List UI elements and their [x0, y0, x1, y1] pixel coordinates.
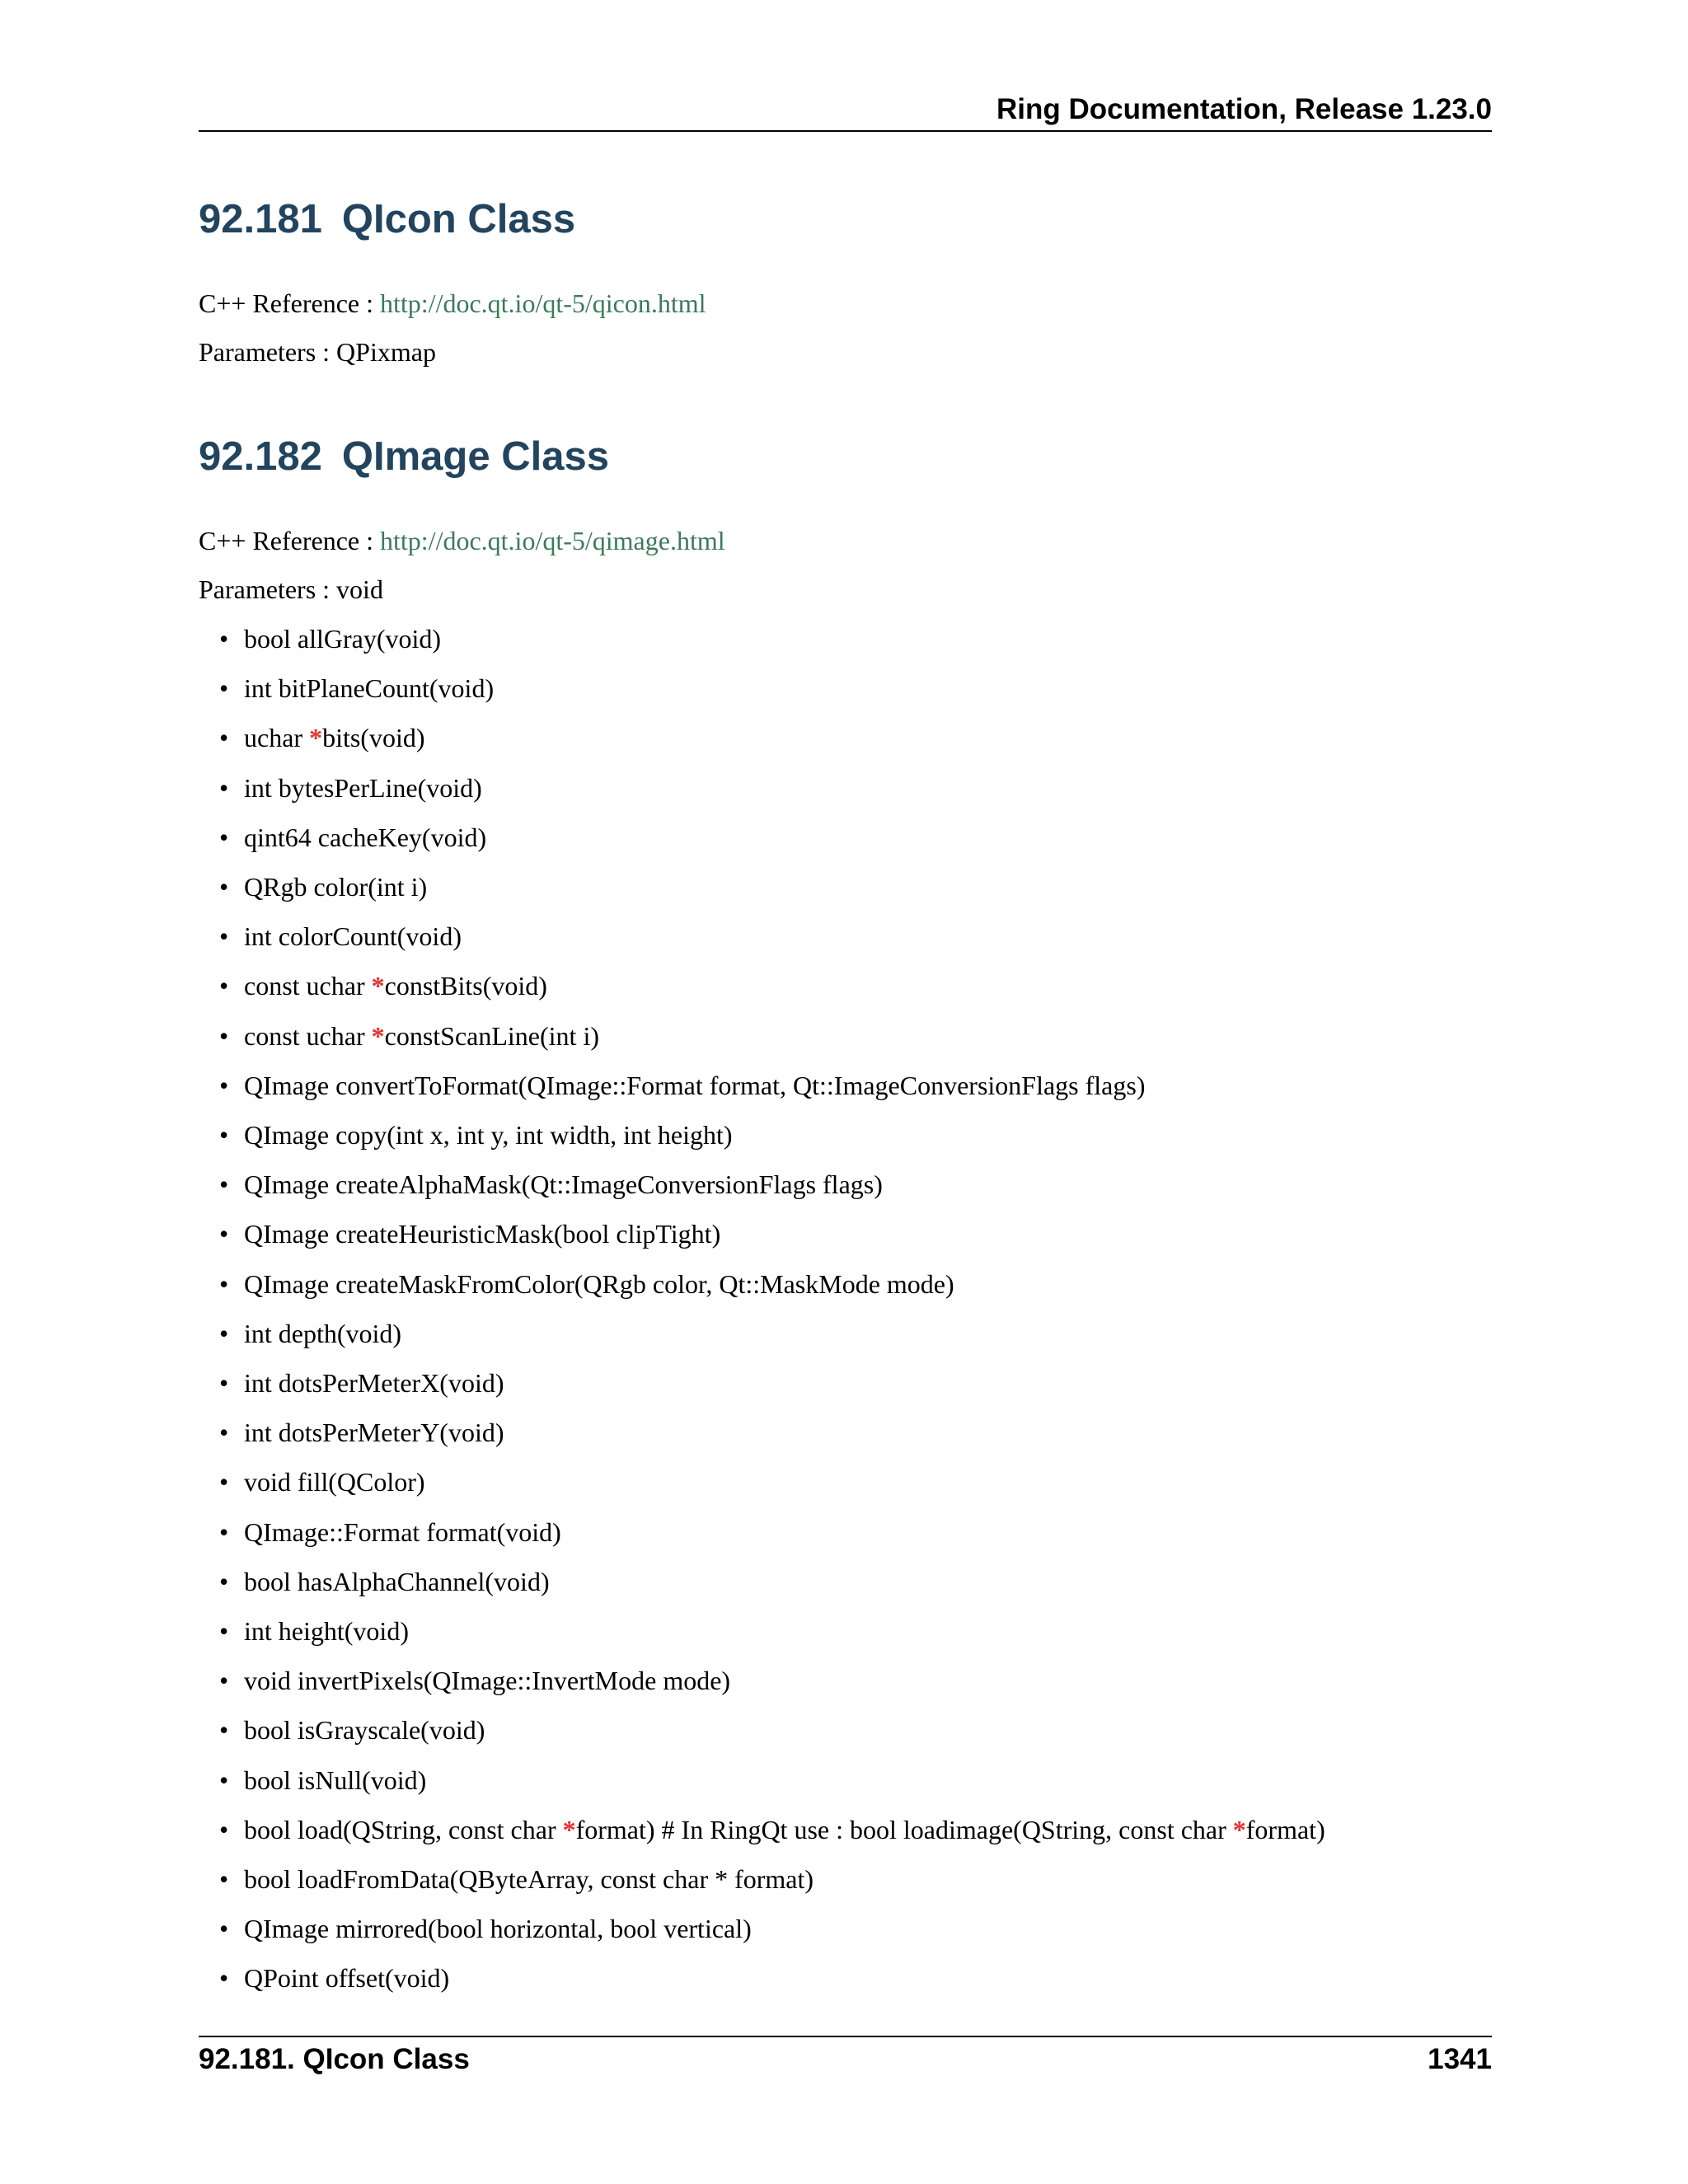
section-number: 92.181 [199, 197, 322, 241]
pointer-asterisk: * [562, 1815, 576, 1844]
list-item [219, 1813, 1325, 1846]
footer-section-title: 92.181. QIcon Class [199, 2043, 470, 2075]
method-signature-part: const uchar [244, 971, 372, 1001]
bullet-icon: • [219, 1715, 229, 1745]
method-signature: void invertPixels(QImage::InvertMode mode) [244, 1666, 731, 1695]
section-number: 92.182 [199, 434, 322, 479]
method-signature: QImage::Format format(void) [244, 1517, 561, 1547]
method-signature: QImage createHeuristicMask(bool clipTight) [244, 1219, 721, 1249]
list-item [219, 1961, 450, 1994]
bullet-icon: • [219, 723, 229, 752]
section-heading-qicon [199, 194, 575, 244]
bullet-icon: • [219, 1269, 229, 1299]
parameters-label: Parameters : [199, 337, 331, 367]
bullet-icon: • [219, 1517, 229, 1547]
method-signature: int dotsPerMeterY(void) [244, 1418, 504, 1447]
list-item [219, 1366, 504, 1399]
cpp-reference-label: C++ Reference : [199, 526, 373, 555]
method-signature: int bitPlaneCount(void) [244, 673, 495, 703]
list-item [219, 969, 547, 1002]
bullet-icon: • [219, 1616, 229, 1646]
footer-rule [199, 2036, 1492, 2037]
bullet-icon: • [219, 1219, 229, 1249]
method-signature: void fill(QColor) [244, 1467, 425, 1497]
method-signature: QImage convertToFormat(QImage::Format format, Qt::ImageConversionFlags flags) [244, 1071, 1146, 1100]
method-signature: bool hasAlphaChannel(void) [244, 1567, 550, 1596]
method-signature: QRgb color(int i) [244, 872, 428, 902]
method-signature-part: uchar [244, 723, 310, 752]
pointer-asterisk: * [371, 971, 385, 1001]
bullet-icon: • [219, 872, 229, 902]
header-rule [199, 130, 1492, 132]
pointer-asterisk: * [1232, 1815, 1246, 1844]
method-signature: int height(void) [244, 1616, 409, 1646]
method-signature: bool loadFromData(QByteArray, const char * format) [244, 1864, 814, 1894]
list-item [219, 1615, 409, 1647]
list-item [219, 1019, 599, 1052]
bullet-icon: • [219, 1666, 229, 1695]
list-item [219, 721, 425, 754]
method-signature-part: constScanLine(int i) [384, 1021, 599, 1051]
method-signature: QImage copy(int x, int y, int width, int height) [244, 1120, 733, 1150]
page-number: 1341 [1428, 2043, 1492, 2075]
list-item [219, 1217, 721, 1250]
method-signature: int colorCount(void) [244, 921, 462, 951]
list-item [219, 1565, 550, 1598]
running-header: Ring Documentation, Release 1.23.0 [996, 93, 1492, 125]
method-signature: int dotsPerMeterX(void) [244, 1368, 504, 1398]
list-item [219, 1764, 427, 1797]
method-signature: bool allGray(void) [244, 624, 442, 654]
cpp-reference-line [199, 524, 725, 557]
parameters-line [199, 335, 436, 368]
bullet-icon: • [219, 1368, 229, 1398]
bullet-icon: • [219, 1914, 229, 1943]
bullet-icon: • [219, 1418, 229, 1447]
list-item [219, 771, 482, 804]
list-item [219, 1713, 485, 1746]
cpp-reference-label: C++ Reference : [199, 288, 373, 318]
method-signature: bool isGrayscale(void) [244, 1715, 485, 1745]
list-item [219, 1416, 504, 1449]
method-signature: bool isNull(void) [244, 1765, 427, 1795]
bullet-icon: • [219, 1319, 229, 1348]
cpp-reference-link[interactable]: http://doc.qt.io/qt-5/qicon.html [380, 288, 706, 318]
list-item [219, 1317, 402, 1350]
method-signature: int depth(void) [244, 1319, 402, 1348]
list-item [219, 1516, 561, 1549]
bullet-icon: • [219, 1815, 229, 1844]
bullet-icon: • [219, 1169, 229, 1199]
bullet-icon: • [219, 1765, 229, 1795]
section-title-text: QImage Class [341, 434, 609, 479]
method-signature-part: format) [1245, 1815, 1325, 1844]
list-item [219, 672, 495, 705]
bullet-icon: • [219, 823, 229, 852]
method-signature-part: constBits(void) [384, 971, 547, 1001]
method-signature-part: const uchar [244, 1021, 372, 1051]
method-signature: QImage createAlphaMask(Qt::ImageConversionFlags flags) [244, 1169, 883, 1199]
parameters-line [199, 573, 383, 606]
list-item [219, 1069, 1146, 1102]
bullet-icon: • [219, 1864, 229, 1894]
method-signature: int bytesPerLine(void) [244, 773, 482, 803]
bullet-icon: • [219, 773, 229, 803]
section-title-text: QIcon Class [341, 197, 576, 241]
list-item [219, 920, 462, 953]
bullet-icon: • [219, 1120, 229, 1150]
bullet-icon: • [219, 1567, 229, 1596]
parameters-value: void [336, 574, 383, 604]
list-item [219, 1168, 883, 1201]
list-item [219, 1863, 814, 1896]
method-signature: QPoint offset(void) [244, 1963, 450, 1993]
cpp-reference-link[interactable]: http://doc.qt.io/qt-5/qimage.html [380, 526, 725, 555]
method-signature-part: bool load(QString, const char [244, 1815, 563, 1844]
cpp-reference-line [199, 287, 706, 320]
list-item [219, 1465, 425, 1498]
list-item [219, 1118, 733, 1151]
bullet-icon: • [219, 1963, 229, 1993]
list-item [219, 1664, 731, 1697]
method-signature-part: format) # In RingQt use : bool loadimage(QString, const char [575, 1815, 1233, 1844]
list-item [219, 1268, 954, 1301]
method-signature: QImage createMaskFromColor(QRgb color, Qt::MaskMode mode) [244, 1269, 954, 1299]
method-signature: qint64 cacheKey(void) [244, 823, 487, 852]
list-item [219, 821, 487, 854]
pointer-asterisk: * [371, 1021, 385, 1051]
method-signature-part: bits(void) [322, 723, 425, 752]
parameters-value: QPixmap [336, 337, 436, 367]
bullet-icon: • [219, 1021, 229, 1051]
method-signature: QImage mirrored(bool horizontal, bool vertical) [244, 1914, 752, 1943]
bullet-icon: • [219, 624, 229, 654]
list-item [219, 870, 428, 903]
section-heading-qimage [199, 432, 609, 481]
bullet-icon: • [219, 1467, 229, 1497]
bullet-icon: • [219, 921, 229, 951]
bullet-icon: • [219, 971, 229, 1001]
list-item [219, 622, 442, 655]
bullet-icon: • [219, 673, 229, 703]
pointer-asterisk: * [309, 723, 323, 752]
bullet-icon: • [219, 1071, 229, 1100]
parameters-label: Parameters : [199, 574, 331, 604]
list-item [219, 1912, 752, 1945]
